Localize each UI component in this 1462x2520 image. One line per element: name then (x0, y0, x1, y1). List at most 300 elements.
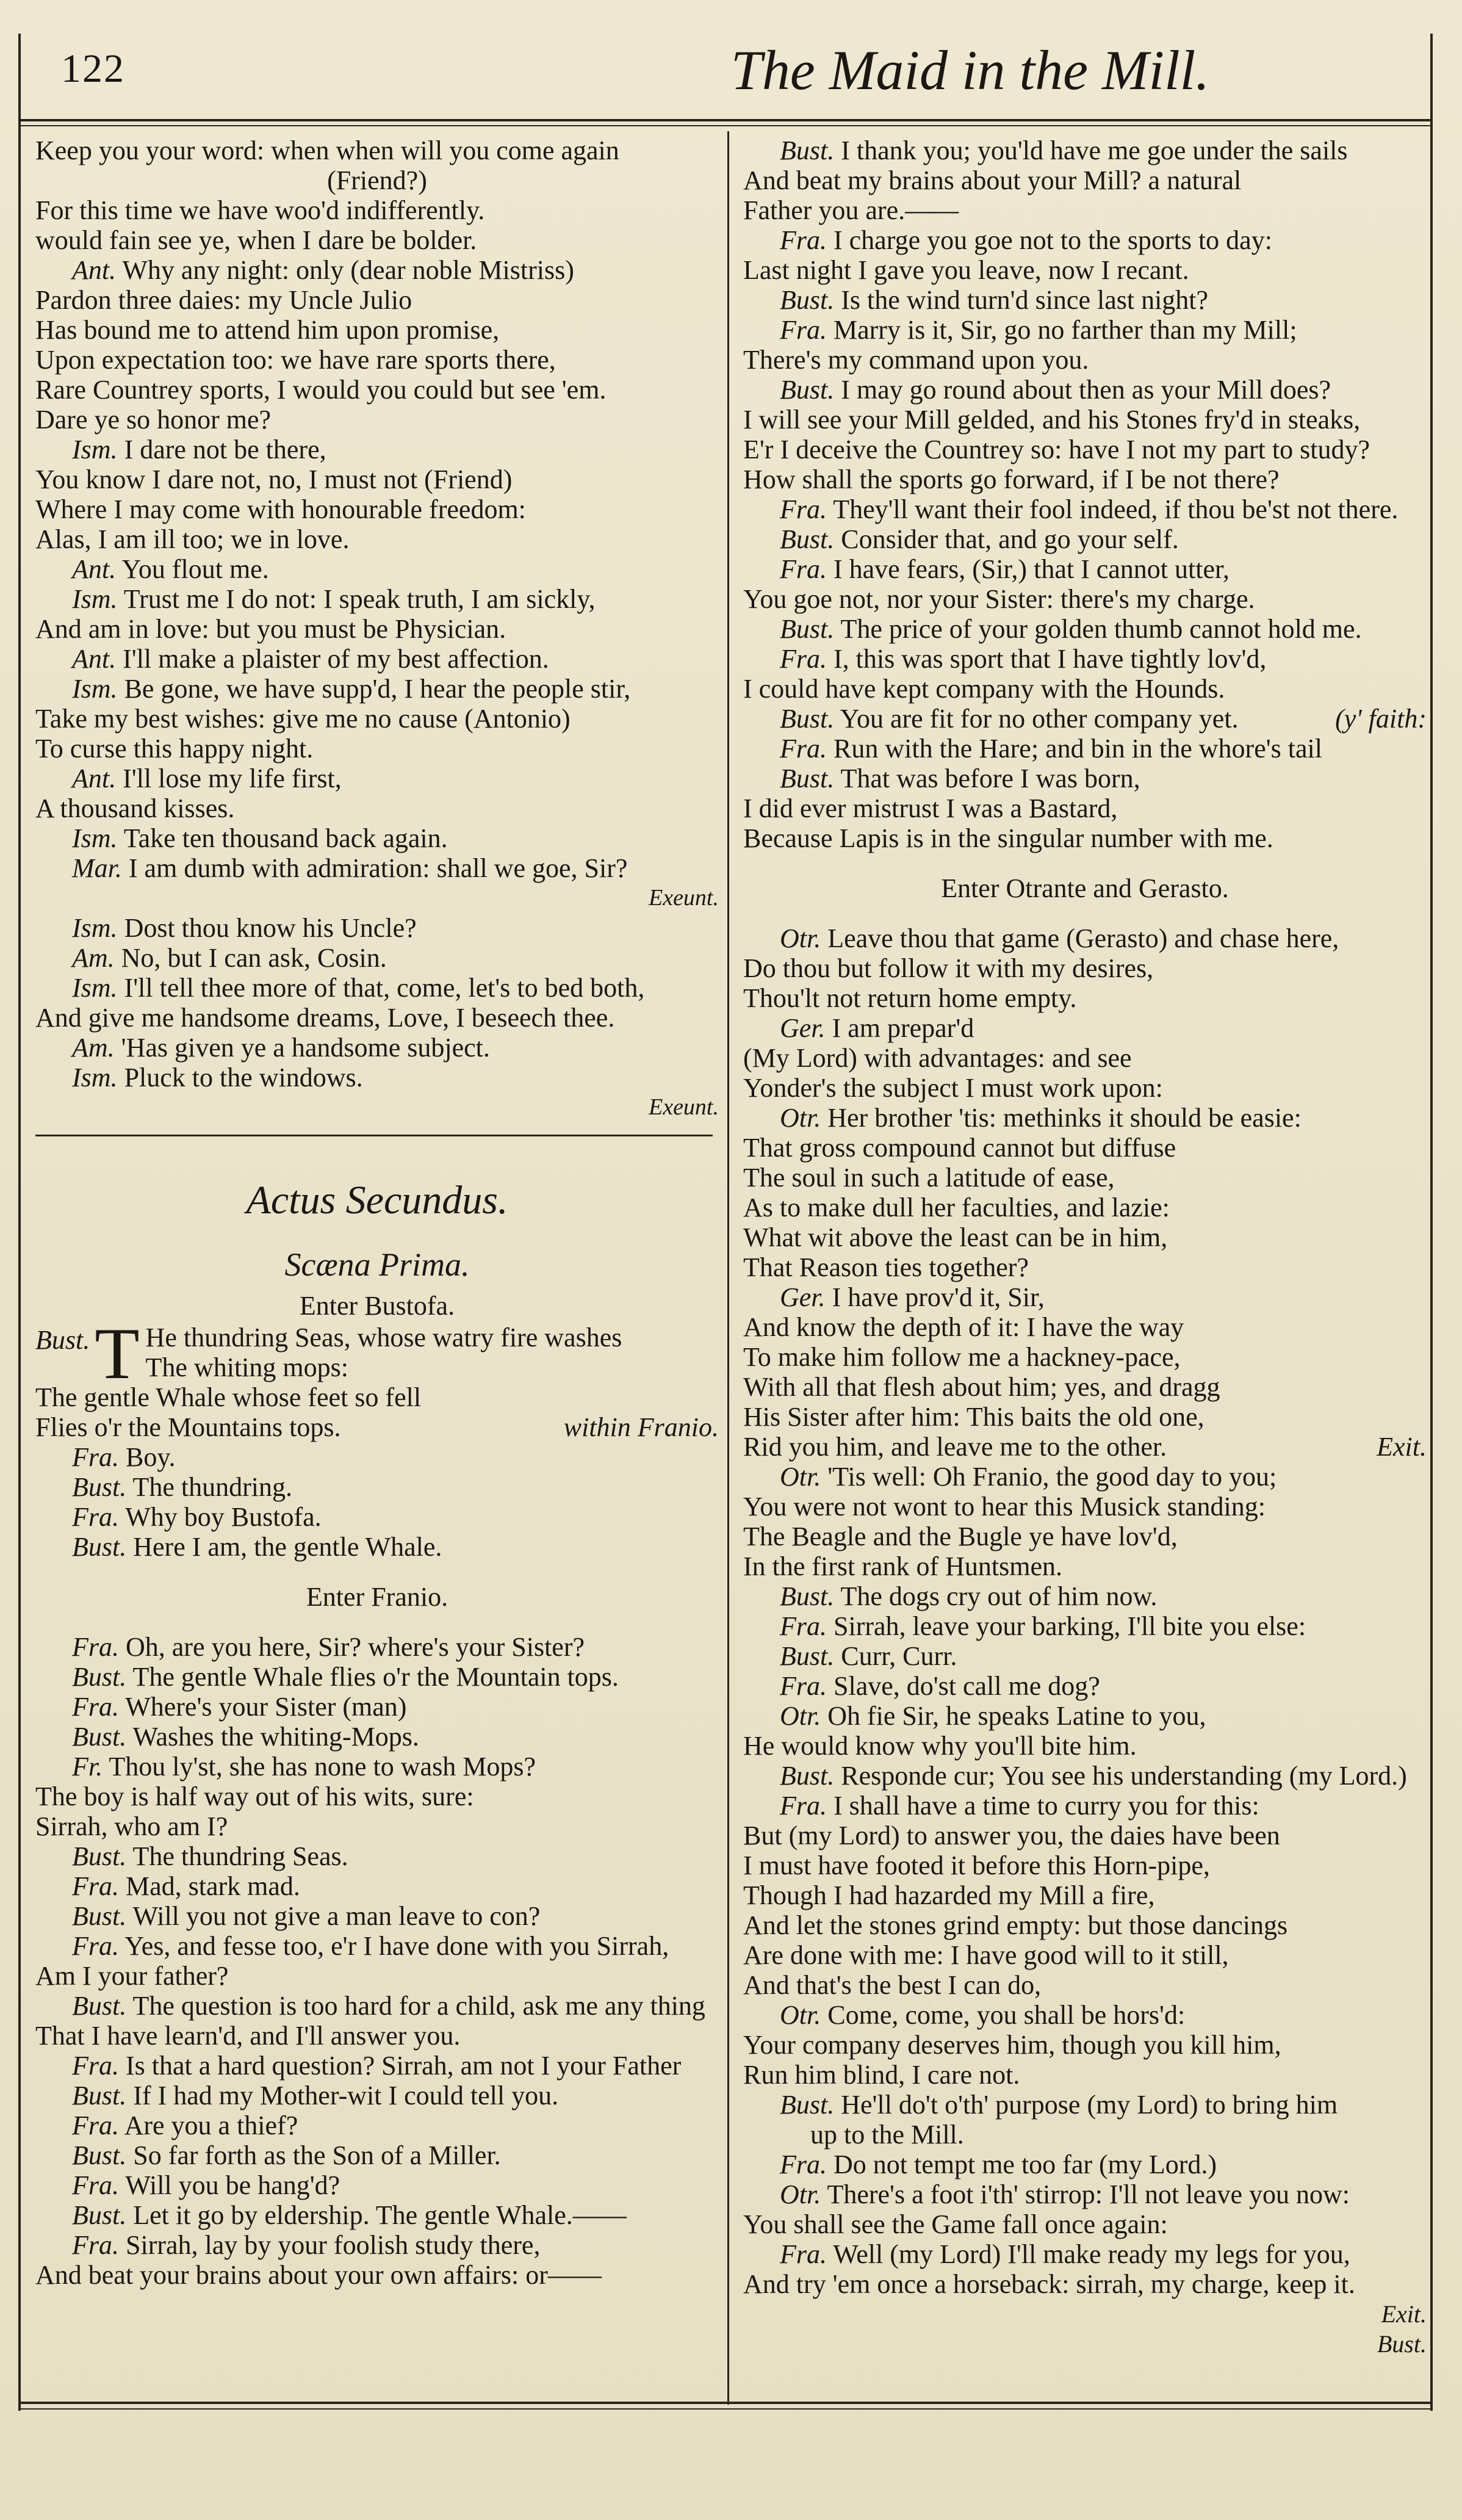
line-text: Rare Countrey sports, I would you could but see 'em. (35, 375, 607, 405)
speech-line (743, 2150, 1427, 2179)
line-text: Curr, Curr. (841, 1641, 957, 1671)
speech-line (743, 1462, 1427, 1492)
text-line (35, 165, 719, 195)
line-text: Is that a hard question? Sirrah, am not I your Father (126, 2051, 682, 2081)
speaker-label: Fra. (72, 2110, 119, 2140)
line-text: You shall see the Game fall once again: (743, 2209, 1168, 2239)
header-rule (18, 119, 1433, 121)
speaker-label: Bust. (780, 285, 835, 315)
line-text: In the first rank of Huntsmen. (743, 1551, 1062, 1581)
line-text: And know the depth of it: I have the way (743, 1312, 1184, 1342)
text-line (35, 734, 719, 764)
speaker-label: Fra. (72, 2230, 119, 2260)
text-line (35, 883, 719, 913)
line-text: And let the stones grind empty: but those dancings (743, 1910, 1288, 1940)
line-text: I have prov'd it, Sir, (832, 1282, 1045, 1312)
speech-line (743, 554, 1427, 584)
speech-line (35, 2110, 719, 2140)
line-text: Yes, and fesse too, e'r I have done with you Sirrah, (124, 1931, 669, 1961)
text-line (743, 2269, 1427, 2299)
speech-line (35, 1991, 719, 2021)
line-text: You are fit for no other company yet. (840, 704, 1239, 734)
line-text: Pluck to the windows. (124, 1063, 363, 1092)
line-text: Dare ye so honor me? (35, 405, 272, 435)
line-text: There's my command upon you. (743, 345, 1089, 375)
line-text: Marry is it, Sir, go no farther than my Mill; (834, 315, 1297, 345)
speech-line (35, 1442, 719, 1472)
line-tail: within Franio. (563, 1412, 719, 1442)
exeunt-label: Exeunt. (648, 885, 719, 911)
speaker-label: Ism. (72, 435, 118, 464)
text-line (743, 1970, 1427, 2000)
speech-line (35, 1502, 719, 1532)
line-text: He'll do't o'th' purpose (my Lord) to bring him (841, 2090, 1338, 2120)
speech-line (743, 1581, 1427, 1611)
speaker-label: Fra. (72, 2170, 119, 2200)
speech-line (743, 764, 1427, 793)
header-rule-thin (18, 125, 1433, 126)
line-text: They'll want their fool indeed, if thou be'st not there. (833, 494, 1399, 524)
speaker-label: Bust. (72, 2200, 127, 2230)
text-line (743, 953, 1427, 983)
line-text: Dost thou know his Uncle? (124, 913, 417, 943)
speaker-label: Bust. (72, 1991, 127, 2021)
speaker-label: Bust. (780, 614, 835, 644)
speech-line (743, 225, 1427, 255)
scene-title: Scæna Prima. (284, 1246, 470, 1283)
speaker-label: Fr. (72, 1752, 103, 1782)
line-text: Responde cur; You see his understanding (my Lord.) (841, 1761, 1407, 1791)
speaker-label: Fra. (780, 315, 827, 345)
line-text: With all that flesh about him; yes, and dragg (743, 1372, 1220, 1402)
text-line (35, 285, 719, 315)
line-text: I may go round about then as your Mill does? (841, 375, 1331, 405)
text-line (35, 524, 719, 554)
line-text: Do thou but follow it with my desires, (743, 953, 1154, 983)
speaker-label: Bust. (780, 1761, 835, 1791)
line-text: Because Lapis is in the singular number with me. (743, 823, 1273, 853)
speech-line (743, 1641, 1427, 1671)
line-text: I must have footed it before this Horn-pipe, (743, 1850, 1210, 1880)
act-title: Actus Secundus. (246, 1178, 508, 1222)
line-text: Trust me I do not: I speak truth, I am sickly, (123, 584, 596, 614)
speech-line (743, 923, 1427, 953)
line-text: I have fears, (Sir,) that I cannot utter, (834, 554, 1230, 584)
line-text: Mad, stark mad. (126, 1871, 300, 1901)
footer-rule (18, 2402, 1433, 2404)
line-text: Be gone, we have supp'd, I hear the people stir, (124, 674, 631, 704)
drop-cap: T (95, 1313, 140, 1394)
line-text: Pardon three daies: my Uncle Julio (35, 285, 412, 315)
text-line: The whiting mops: (145, 1352, 348, 1382)
text-line (743, 1252, 1427, 1282)
speech-line (35, 255, 719, 285)
line-text: Your company deserves him, though you kill him, (743, 2030, 1281, 2060)
speaker-label: Fra. (780, 734, 827, 764)
speech-line (35, 435, 719, 464)
column-divider (727, 131, 729, 2405)
speaker-label: Am. (72, 1033, 115, 1063)
line-text: I'll tell thee more of that, come, let's to bed both, (124, 973, 645, 1003)
line-text: Washes the whiting-Mops. (132, 1722, 419, 1752)
text-line (35, 704, 719, 734)
speech-line (743, 1611, 1427, 1641)
speech-line (35, 1931, 719, 1961)
speaker-label: Otr. (780, 2179, 821, 2209)
line-text: Boy. (126, 1442, 176, 1472)
text-line (743, 1073, 1427, 1103)
text-line (743, 1312, 1427, 1342)
speaker-label: Fra. (780, 554, 827, 584)
act-divider-rule (35, 1135, 713, 1136)
line-text: Slave, do'st call me dog? (834, 1671, 1100, 1701)
speaker-label: Bust. (780, 1581, 835, 1611)
text-line (743, 1880, 1427, 1910)
speaker-label: Bust. (780, 524, 835, 554)
speech-line (35, 644, 719, 674)
line-text: up to the Mill. (810, 2120, 964, 2150)
line-text: And beat my brains about your Mill? a natural (743, 165, 1242, 195)
speech-line (743, 1791, 1427, 1821)
line-text: Are done with me: I have good will to it still, (743, 1940, 1229, 1970)
speaker-label: Fra. (72, 1692, 119, 1722)
line-text: Will you not give a man leave to con? (132, 1901, 541, 1931)
speech-line (35, 853, 719, 883)
line-text: The soul in such a latitude of ease, (743, 1163, 1115, 1193)
line-text: You know I dare not, no, I must not (Friend) (35, 464, 513, 494)
speaker-label: Fra. (72, 2051, 119, 2081)
line-text: E'r I deceive the Countrey so: have I not my part to study? (743, 435, 1370, 464)
line-text: Oh, are you here, Sir? where's your Sister? (126, 1632, 585, 1662)
stage-direction-enter: Enter Otrante and Gerasto. (941, 873, 1229, 903)
text-line (35, 1811, 719, 1841)
right-text-block-2 (743, 923, 1427, 2299)
text-line (35, 345, 719, 375)
speech-line (743, 2239, 1427, 2269)
text-line (743, 983, 1427, 1013)
text-line (743, 1372, 1427, 1402)
speaker-label: Fra. (72, 1931, 119, 1961)
line-text: A thousand kisses. (35, 793, 235, 823)
speaker-label: Ism. (72, 674, 118, 704)
speech-line (35, 1901, 719, 1931)
text-line (35, 614, 719, 644)
exeunt-label: Exeunt. (648, 1094, 719, 1120)
speech-line (743, 315, 1427, 345)
text-line (743, 1432, 1427, 1462)
text-line (743, 1222, 1427, 1252)
speaker-label: Ism. (72, 584, 118, 614)
speech-line (743, 1282, 1427, 1312)
text-line (743, 2030, 1427, 2060)
drop-cap-block (35, 1313, 719, 1394)
line-text: He would know why you'll bite him. (743, 1731, 1137, 1761)
line-text: Her brother 'tis: methinks it should be easie: (827, 1103, 1302, 1133)
speaker-label: Ant. (72, 764, 117, 793)
exit-label: Exit. (1381, 2300, 1427, 2328)
speech-line (743, 704, 1427, 734)
line-text: Though I had hazarded my Mill a fire, (743, 1880, 1155, 1910)
speech-line (35, 584, 719, 614)
text-line (743, 2209, 1427, 2239)
speaker-label: Mar. (72, 853, 122, 883)
speech-line (743, 1103, 1427, 1133)
line-text: If I had my Mother-wit I could tell you. (133, 2081, 559, 2110)
text-line (743, 1402, 1427, 1432)
speech-line (743, 2000, 1427, 2030)
line-text: Are you a thief? (124, 2110, 298, 2140)
speaker-label: Ism. (72, 973, 118, 1003)
left-text-block-1 (35, 135, 719, 1092)
speech-line (35, 1752, 719, 1782)
line-text: Alas, I am ill too; we in love. (35, 524, 350, 554)
speaker-label: Otr. (780, 2000, 821, 2030)
speech-line (743, 2179, 1427, 2209)
speaker-label: Bust. (780, 375, 835, 405)
running-title: The Maid in the Mill. (730, 39, 1210, 101)
line-text: The thundring. (132, 1472, 292, 1502)
text-line (35, 2021, 719, 2051)
speech-line (35, 1063, 719, 1092)
line-tail: (y' faith: (1335, 704, 1427, 734)
line-text: Why any night: only (dear noble Mistriss) (122, 255, 574, 285)
text-line (743, 584, 1427, 614)
speaker-label: Bust. (72, 1472, 127, 1502)
text-line (35, 1782, 719, 1811)
line-text: And beat your brains about your own affairs: or—— (35, 2260, 602, 2290)
line-text: Upon expectation too: we have rare sports there, (35, 345, 556, 375)
text-line (743, 1193, 1427, 1222)
speech-line (35, 1532, 719, 1562)
line-text: I'll make a plaister of my best affection. (123, 644, 549, 674)
speaker-label: Bust. (72, 1841, 127, 1871)
line-text: The Beagle and the Bugle ye have lov'd, (743, 1522, 1178, 1551)
text-line: He thundring Seas, whose watry fire washes (145, 1323, 622, 1352)
text-line (35, 793, 719, 823)
line-text: And am in love: but you must be Physician. (35, 614, 506, 644)
text-line (743, 1850, 1427, 1880)
line-text: And give me handsome dreams, Love, I beseech thee. (35, 1003, 615, 1033)
right-column (743, 135, 1427, 2359)
text-line (743, 1551, 1427, 1581)
footer-rule-thin (18, 2408, 1433, 2410)
text-line (743, 793, 1427, 823)
text-line (35, 1003, 719, 1033)
speaker-label: Bust. (72, 2140, 127, 2170)
line-text: The dogs cry out of him now. (840, 1581, 1158, 1611)
speaker-label: Otr. (780, 1103, 821, 1133)
line-text: Run with the Hare; and bin in the whore's tail (834, 734, 1322, 764)
line-text: Is the wind turn'd since last night? (841, 285, 1209, 315)
speaker-label: Ger. (780, 1282, 826, 1312)
speech-line (743, 644, 1427, 674)
text-line (743, 345, 1427, 375)
line-text: There's a foot i'th' stirrop: I'll not leave you now: (827, 2179, 1350, 2209)
text-line (35, 405, 719, 435)
speech-line (743, 285, 1427, 315)
line-text: But (my Lord) to answer you, the daies have been (743, 1821, 1280, 1850)
speech-line (743, 524, 1427, 554)
line-text: I am dumb with admiration: shall we goe, Sir? (128, 853, 628, 883)
text-line (35, 375, 719, 405)
text-line (743, 674, 1427, 704)
speech-line (743, 1013, 1427, 1043)
speech-line (35, 764, 719, 793)
line-text: The thundring Seas. (132, 1841, 348, 1871)
line-text: How shall the sports go forward, if I be not there? (743, 464, 1280, 494)
speaker-label: Otr. (780, 1701, 821, 1731)
line-text: (My Lord) with advantages: and see (743, 1043, 1132, 1073)
text-line (743, 1522, 1427, 1551)
speech-line (743, 375, 1427, 405)
speaker-label: Ger. (780, 1013, 826, 1043)
line-text: You flout me. (121, 554, 269, 584)
line-text: Thou ly'st, she has none to wash Mops? (109, 1752, 536, 1782)
line-text: (Friend?) (327, 165, 427, 195)
line-text: To curse this happy night. (35, 734, 314, 764)
line-text: I am prepar'd (832, 1013, 974, 1043)
speaker-label: Fra. (780, 225, 827, 255)
speaker-label: Bust. (780, 135, 835, 165)
catchword: Bust. (1377, 2330, 1427, 2358)
text-line (743, 2120, 1427, 2150)
speaker-label: Ant. (72, 644, 117, 674)
speech-line (35, 2051, 719, 2081)
speaker-label: Ism. (72, 823, 118, 853)
speech-line (35, 1632, 719, 1662)
speech-line (743, 1701, 1427, 1731)
speech-line (35, 2230, 719, 2260)
speech-line (35, 554, 719, 584)
speaker-label: Fra. (72, 1502, 119, 1532)
line-text: Well (my Lord) I'll make ready my legs for you, (833, 2239, 1350, 2269)
speaker-label: Fra. (72, 1632, 119, 1662)
speech-line (743, 494, 1427, 524)
speaker-label: Fra. (780, 1611, 827, 1641)
line-text: That gross compound cannot but diffuse (743, 1133, 1176, 1163)
line-text: 'Has given ye a handsome subject. (121, 1033, 490, 1063)
text-line (35, 464, 719, 494)
line-text: I, this was sport that I have tightly lov'd, (834, 644, 1267, 674)
text-line (35, 494, 719, 524)
speaker-label: Bust. (72, 1662, 127, 1692)
speaker-label: Ant. (72, 255, 117, 285)
line-text: I did ever mistrust I was a Bastard, (743, 793, 1118, 823)
speaker-label: Otr. (780, 1462, 821, 1492)
line-text: would fain see ye, when I dare be bolder. (35, 225, 477, 255)
line-text: To make him follow me a hackney-pace, (743, 1342, 1181, 1372)
text-line (743, 1821, 1427, 1850)
line-text: And try 'em once a horseback: sirrah, my charge, keep it. (743, 2269, 1355, 2299)
line-text: The price of your golden thumb cannot hold me. (840, 614, 1362, 644)
speaker-label: Fra. (72, 1442, 119, 1472)
line-text: I'll lose my life first, (123, 764, 342, 793)
line-text: For this time we have woo'd indifferently. (35, 195, 485, 225)
speech-line (35, 2170, 719, 2200)
speaker-label: Bust. (72, 1532, 127, 1562)
line-text: Sirrah, who am I? (35, 1811, 228, 1841)
line-text: Oh fie Sir, he speaks Latine to you, (827, 1701, 1206, 1731)
speaker-label: Bust. (780, 1641, 835, 1671)
text-line (743, 1940, 1427, 1970)
line-text: Here I am, the gentle Whale. (133, 1532, 442, 1562)
line-text: Why boy Bustofa. (125, 1502, 322, 1532)
line-text: That I have learn'd, and I'll answer you. (35, 2021, 461, 2051)
stage-direction-enter: Enter Franio. (306, 1582, 448, 1612)
line-text: Do not tempt me too far (my Lord.) (834, 2150, 1217, 2179)
speaker-label: Fra. (780, 644, 827, 674)
speech-line (743, 1671, 1427, 1701)
speech-line (35, 674, 719, 704)
text-line (743, 1342, 1427, 1372)
stage-direction-enter: Enter Bustofa. (299, 1291, 455, 1321)
line-text: 'Tis well: Oh Franio, the good day to you; (827, 1462, 1277, 1492)
left-text-block-3 (35, 1632, 719, 2290)
line-text: Yonder's the subject I must work upon: (743, 1073, 1163, 1103)
line-text: Take ten thousand back again. (123, 823, 448, 853)
line-text: The gentle Whale flies o'r the Mountain tops. (132, 1662, 619, 1692)
line-text: I charge you goe not to the sports to day: (834, 225, 1272, 255)
speaker-label: Bust. (780, 2090, 835, 2120)
line-text: Am I your father? (35, 1961, 229, 1991)
speaker-label: Bust. (72, 1901, 127, 1931)
line-text: I shall have a time to curry you for this: (834, 1791, 1259, 1821)
line-text: I could have kept company with the Hounds. (743, 674, 1225, 704)
page-number: 122 (61, 46, 125, 91)
text-line (35, 225, 719, 255)
speaker-label: Fra. (780, 1671, 827, 1701)
line-text: Last night I gave you leave, now I recant. (743, 255, 1189, 285)
line-text: Will you be hang'd? (125, 2170, 340, 2200)
line-text: As to make dull her faculties, and lazie: (743, 1193, 1170, 1222)
text-line (743, 435, 1427, 464)
speech-line (35, 1033, 719, 1063)
left-column (35, 135, 719, 2290)
speech-line (35, 2081, 719, 2110)
text-line (35, 195, 719, 225)
speech-line (35, 1722, 719, 1752)
line-text: Leave thou that game (Gerasto) and chase here, (827, 923, 1339, 953)
text-line (35, 1412, 719, 1442)
text-line (743, 195, 1427, 225)
text-line (35, 1382, 719, 1412)
speaker-label: Ism. (72, 913, 118, 943)
text-line (743, 165, 1427, 195)
left-text-block-2 (35, 1382, 719, 1562)
speaker-label: Otr. (780, 923, 821, 953)
line-text: I thank you; you'ld have me goe under the sails (841, 135, 1348, 165)
speaker-label: Fra. (780, 2150, 827, 2179)
right-text-block-1 (743, 135, 1427, 853)
line-text: Run him blind, I care not. (743, 2060, 1020, 2090)
speaker-label: Fra. (780, 494, 827, 524)
line-text: So far forth as the Son of a Miller. (133, 2140, 501, 2170)
speaker-label: Bust. (780, 704, 835, 734)
speaker-label: Bust. (72, 2081, 127, 2110)
speech-line (35, 2140, 719, 2170)
speech-line (743, 135, 1427, 165)
line-text: That was before I was born, (840, 764, 1140, 793)
text-line (743, 1492, 1427, 1522)
text-line (35, 135, 719, 165)
line-text: That Reason ties together? (743, 1252, 1029, 1282)
line-text: What wit above the least can be in him, (743, 1222, 1168, 1252)
speech-line (743, 614, 1427, 644)
text-line (743, 823, 1427, 853)
line-text: The question is too hard for a child, ask me any thing (132, 1991, 705, 2021)
line-text: You goe not, nor your Sister: there's my charge. (743, 584, 1255, 614)
line-text: Thou'lt not return home empty. (743, 983, 1077, 1013)
